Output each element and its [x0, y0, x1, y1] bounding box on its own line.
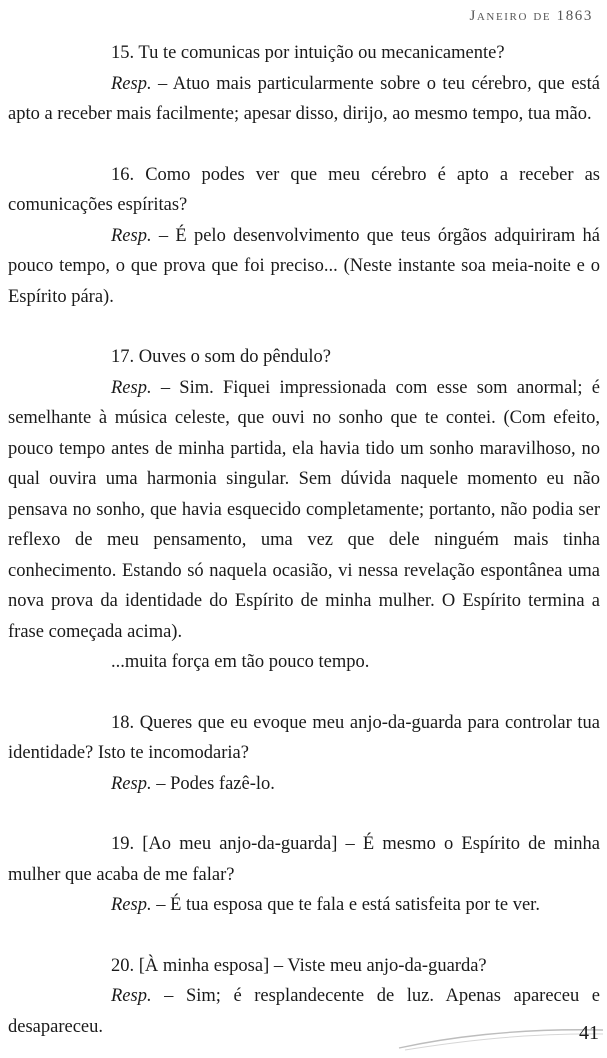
- qa-block-16: [8, 160, 600, 313]
- resp-label: Resp.: [111, 773, 152, 794]
- resp-label: Resp.: [111, 73, 152, 94]
- question-20: 20. [À minha esposa] – Viste meu anjo-da-guarda?: [111, 955, 487, 976]
- answer-17: [8, 373, 600, 648]
- answer-19: [8, 890, 600, 921]
- resp-label: Resp.: [111, 377, 152, 398]
- answer-text: – É tua esposa que te fala e está satisfeita por te ver.: [151, 895, 540, 915]
- answer-text: – Sim. Fiquei impressionada com esse som anormal; é semelhante à música celeste, que ouvi no sonho que te contei. (Com efeito, pouco tempo antes de minha partida, ela havia tido um sonho maravilhoso, no qual ouvira uma harmonia singular. Sem dúvida naquele momento eu não pensava no sonho, que havia esquecido completamente; portanto, não podia ser reflexo de meu pensamento, uma vez que dele ninguém mais tinha conhecimento. Estando só naquela ocasião, vi nessa revelação espontânea uma nova prova da identidade do Espírito de minha mulher. O Espírito termina a frase começada acima).: [8, 377, 600, 642]
- qa-block-18: [8, 708, 600, 800]
- answer-15: [8, 69, 600, 130]
- answer-text: – É pelo desenvolvimento que teus órgãos adquiriram há pouco tempo, o que prova que foi preciso... (Neste instante soa meia-noite e o Espírito pára).: [8, 225, 600, 307]
- running-header: Janeiro de 1863: [469, 8, 593, 24]
- qa-block-15: [8, 38, 600, 130]
- question-17: 17. Ouves o som do pêndulo?: [111, 347, 331, 367]
- question-15: 15. Tu te comunicas por intuição ou mecanicamente?: [111, 43, 505, 63]
- continuation-17: ...muita força em tão pouco tempo.: [111, 652, 370, 672]
- qa-block-19: [8, 829, 600, 921]
- answer-text: – Sim; é resplandecente de luz. Apenas apareceu e desapareceu.: [8, 986, 600, 1037]
- resp-label: Resp.: [111, 895, 152, 915]
- answer-18: [8, 769, 600, 800]
- answer-text: – Atuo mais particularmente sobre o teu cérebro, que está apto a receber mais facilmente; apesar disso, dirijo, ao mesmo tempo, tua mão.: [8, 73, 600, 124]
- question-16: 16. Como podes ver que meu cérebro é apto a receber as comunicações espíritas?: [8, 164, 600, 215]
- qa-block-17: [8, 342, 600, 678]
- answer-16: [8, 221, 600, 313]
- resp-label: Resp.: [111, 986, 152, 1006]
- page-footer: [395, 1014, 607, 1058]
- resp-label: Resp.: [111, 225, 152, 246]
- swoosh-ornament-icon: [395, 1014, 607, 1058]
- body-text: [8, 38, 600, 1042]
- question-19: 19. [Ao meu anjo-da-guarda] – É mesmo o Espírito de minha mulher que acaba de me falar?: [8, 834, 600, 885]
- answer-text: – Podes fazê-lo.: [151, 773, 275, 794]
- page-number: 41: [579, 1022, 599, 1044]
- question-18: 18. Queres que eu evoque meu anjo-da-guarda para controlar tua identidade? Isto te incomodaria?: [8, 712, 600, 763]
